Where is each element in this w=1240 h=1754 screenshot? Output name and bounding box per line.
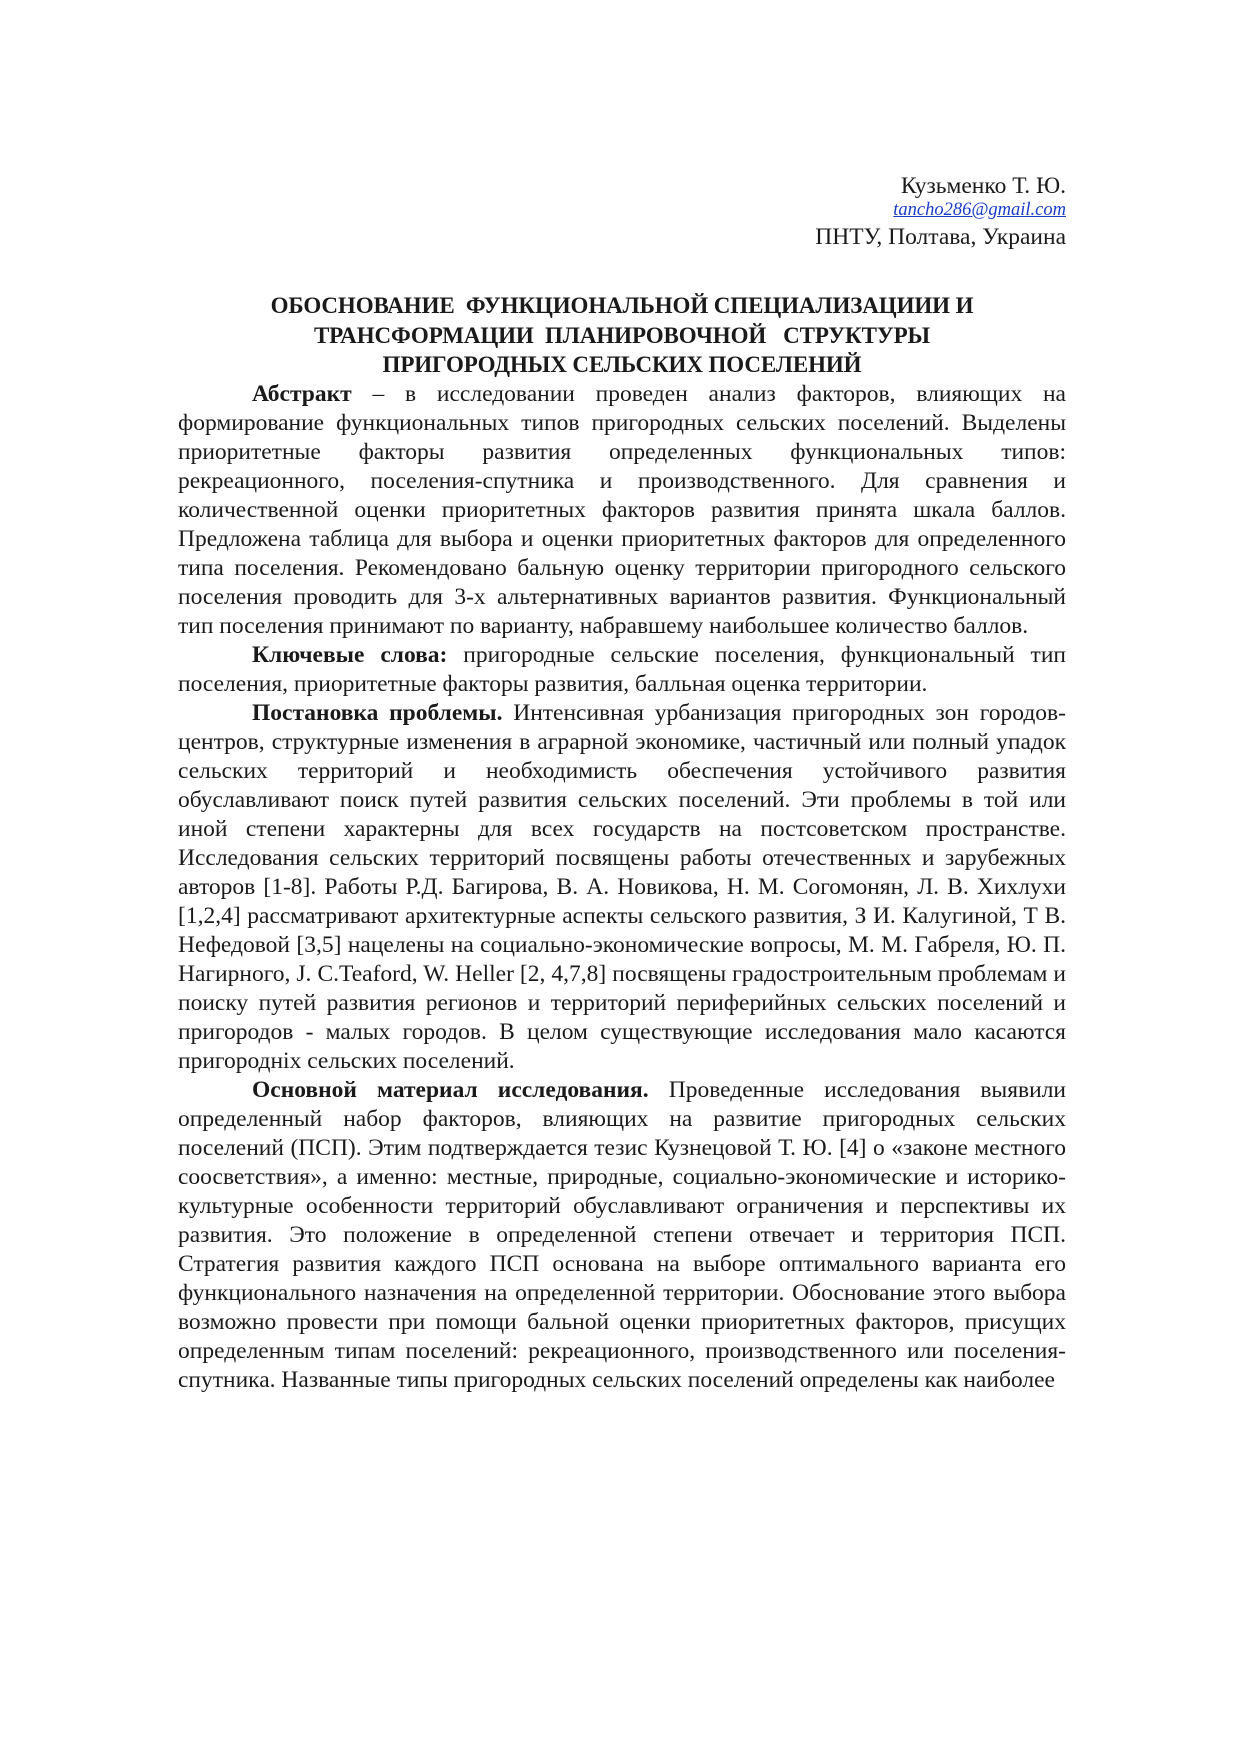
page [178,172,1066,1395]
problem-label: Постановка проблемы. [252,699,503,726]
title-line-3: ПРИГОРОДНЫХ СЕЛЬСКИХ ПОСЕЛЕНИЙ [382,352,862,377]
title-line-1: ОБОСНОВАНИЕ ФУНКЦИОНАЛЬНОЙ СПЕЦИАЛИЗАЦИИИ И [270,293,974,318]
keywords-text: пригородные сельские поселения, функциональный тип поселения, приоритетные факторы развития, балльная оценка территории. [178,641,1066,697]
abstract-text: – в исследовании проведен анализ факторов, влияющих на формирование функциональных типов пригородных сельских поселений. Выделены приоритетные факторы развития определенных функциональных типов: рекреационного, поселения-спутника и производственного. Для сравнения и количественной оценки приоритетных факторов развития принята шкала баллов. Предложена таблица для выбора и оценки приоритетных факторов для определенного типа поселения. Рекомендовано бальную оценку территории пригородного сельского поселения проводить для 3-х альтернативных вариантов развития. Функциональный тип поселения принимают по варианту, набравшему наибольшее количество баллов. [178,380,1066,639]
problem-text: Интенсивная урбанизация пригородных зон городов-центров, структурные изменения в аграрной экономике, частичный или полный упадок сельских территорий и необходимисть обеспечения устойчивого развития обуславливают поиск путей развития сельских поселений. Эти проблемы в той или иной степени характерны для всех государств на постсоветском пространстве. Исследования сельских территорий посвящены работы отечественных и зарубежных авторов [1-8]. Работы Р.Д. Багирова, В. А. Новикова, Н. М. Согомонян, Л. В. Хихлухи [1,2,4] рассматривают архитектурные аспекты сельского развития, З И. Калугиной, Т В. Нефедовой [3,5] нацелены на социально-экономические вопросы, М. М. Габреля, Ю. П. Нагирного, J. C.Teaford, W. Heller [2, 4,7,8] посвящены градостроительным проблемам и поиску путей развития регионов и территорий периферийных сельских поселений и пригородов - малых городов. В целом существующие исследования мало касаются пригородніх сельских поселений. [178,699,1066,1074]
abstract-label: Абстракт [252,380,352,407]
author-affiliation: ПНТУ, Полтава, Украина [815,224,1066,250]
problem-statement-paragraph [178,699,1066,1076]
author-name: Кузьменко Т. Ю. [900,173,1066,199]
material-text: Проведенные исследования выявили определенный набор факторов, влияющих на развитие пригородных сельских поселений (ПСП). Этим подтверждается тезис Кузнецовой Т. Ю. [4] о «законе местного соосветствия», а именно: местные, природные, социально-экономические и историко-культурные особенности территорий обуславливают ограничения и перспективы их развития. Это положение в определенной степени отвечает и территория ПСП. Стратегия развития каждого ПСП основана на выборе оптимального варианта его функционального назначения на определенной территории. Обоснование этого выбора возможно провести при помощи бальной оценки приоритетных факторов, присущих определенным типам поселений: рекреационного, производственного или поселения-спутника. Названные типы пригородных сельских поселений определены как наиболее [178,1076,1066,1393]
title-line-2: ТРАНСФОРМАЦИИ ПЛАНИРОВОЧНОЙ СТРУКТУРЫ [313,322,931,348]
author-email-link[interactable]: tancho286@gmail.com [893,200,1066,220]
main-material-paragraph [178,1076,1066,1395]
keywords-label: Ключевые слова: [252,641,448,668]
abstract-paragraph [178,380,1066,641]
author-block [178,172,1066,252]
keywords-paragraph [178,641,1066,699]
paper-title [178,291,1066,380]
material-label: Основной материал исследования. [252,1076,649,1103]
